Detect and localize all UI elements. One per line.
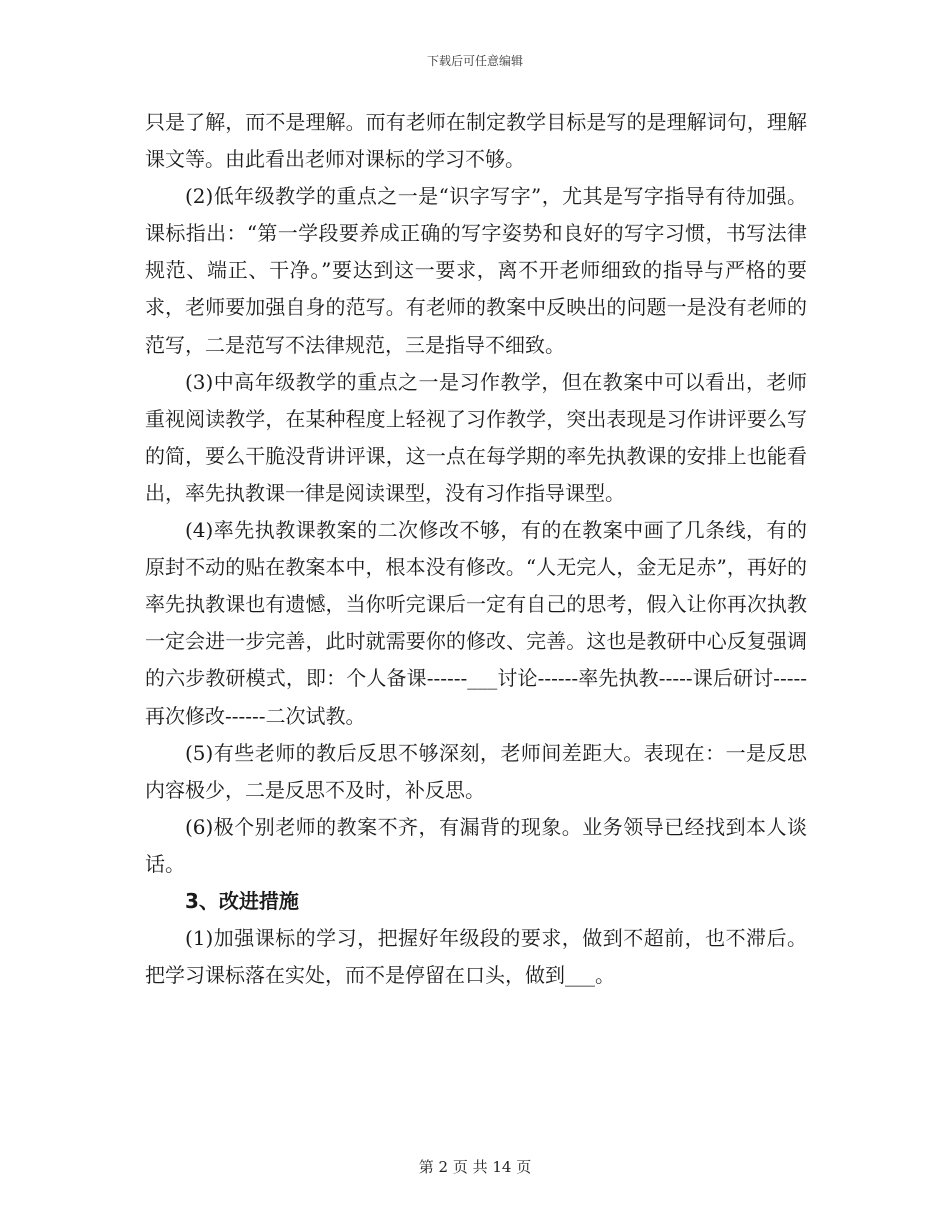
paragraph-measure-1: (1)加强课标的学习，把握好年级段的要求，做到不超前，也不滞后。把学习课标落在实处，而不是停留在口头，做到___。: [145, 926, 807, 988]
paragraph-continuation: 只是了解，而不是理解。而有老师在制定教学目标是写的是理解词句，理解课文等。由此看出老师对课标的学习不够。: [145, 110, 807, 172]
page-header: 下载后可任意编辑: [426, 54, 523, 68]
paragraph-item-4: (4)率先执教课教案的二次修改不够，有的在教案中画了几条线，有的原封不动的贴在教案本中，根本没有修改。“人无完人，金无足赤”，再好的率先执教课也有遗憾，当你听完课后一定有自己的思考，假入让你再次执教一定会进一步完善，此时就需要你的修改、完善。这也是教研中心反复强调的六步教研模式，即：个人备课------___讨论------率先执教-----课后研讨-----再次修改------二次试教。: [145, 518, 807, 728]
document-body: [145, 104, 807, 994]
section-heading: 3、改进措施: [185, 888, 299, 913]
paragraph-item-5: (5)有些老师的教后反思不够深刻，老师间差距大。表现在：一是反思内容极少，二是反思不及时，补反思。: [145, 740, 807, 802]
paragraph-item-6: (6)极个别老师的教案不齐，有漏背的现象。业务领导已经找到本人谈话。: [145, 814, 807, 876]
page-number: 第 2 页 共 14 页: [418, 1158, 532, 1176]
paragraph-item-2: (2)低年级教学的重点之一是“识字写字”，尤其是写字指导有待加强。课标指出：“第一学段要养成正确的写字姿势和良好的写字习惯，书写法律规范、端正、干净。”要达到这一要求，离不开老师细致的指导与严格的要求，老师要加强自身的范写。有老师的教案中反映出的问题一是没有老师的范写，二是范写不法律规范，三是指导不细致。: [145, 184, 807, 357]
paragraph-item-3: (3)中高年级教学的重点之一是习作教学，但在教案中可以看出，老师重视阅读教学，在某种程度上轻视了习作教学，突出表现是习作讲评要么写的简，要么干脆没背讲评课，这一点在每学期的率先执教课的安排上也能看出，率先执教课一律是阅读课型，没有习作指导课型。: [145, 369, 807, 505]
